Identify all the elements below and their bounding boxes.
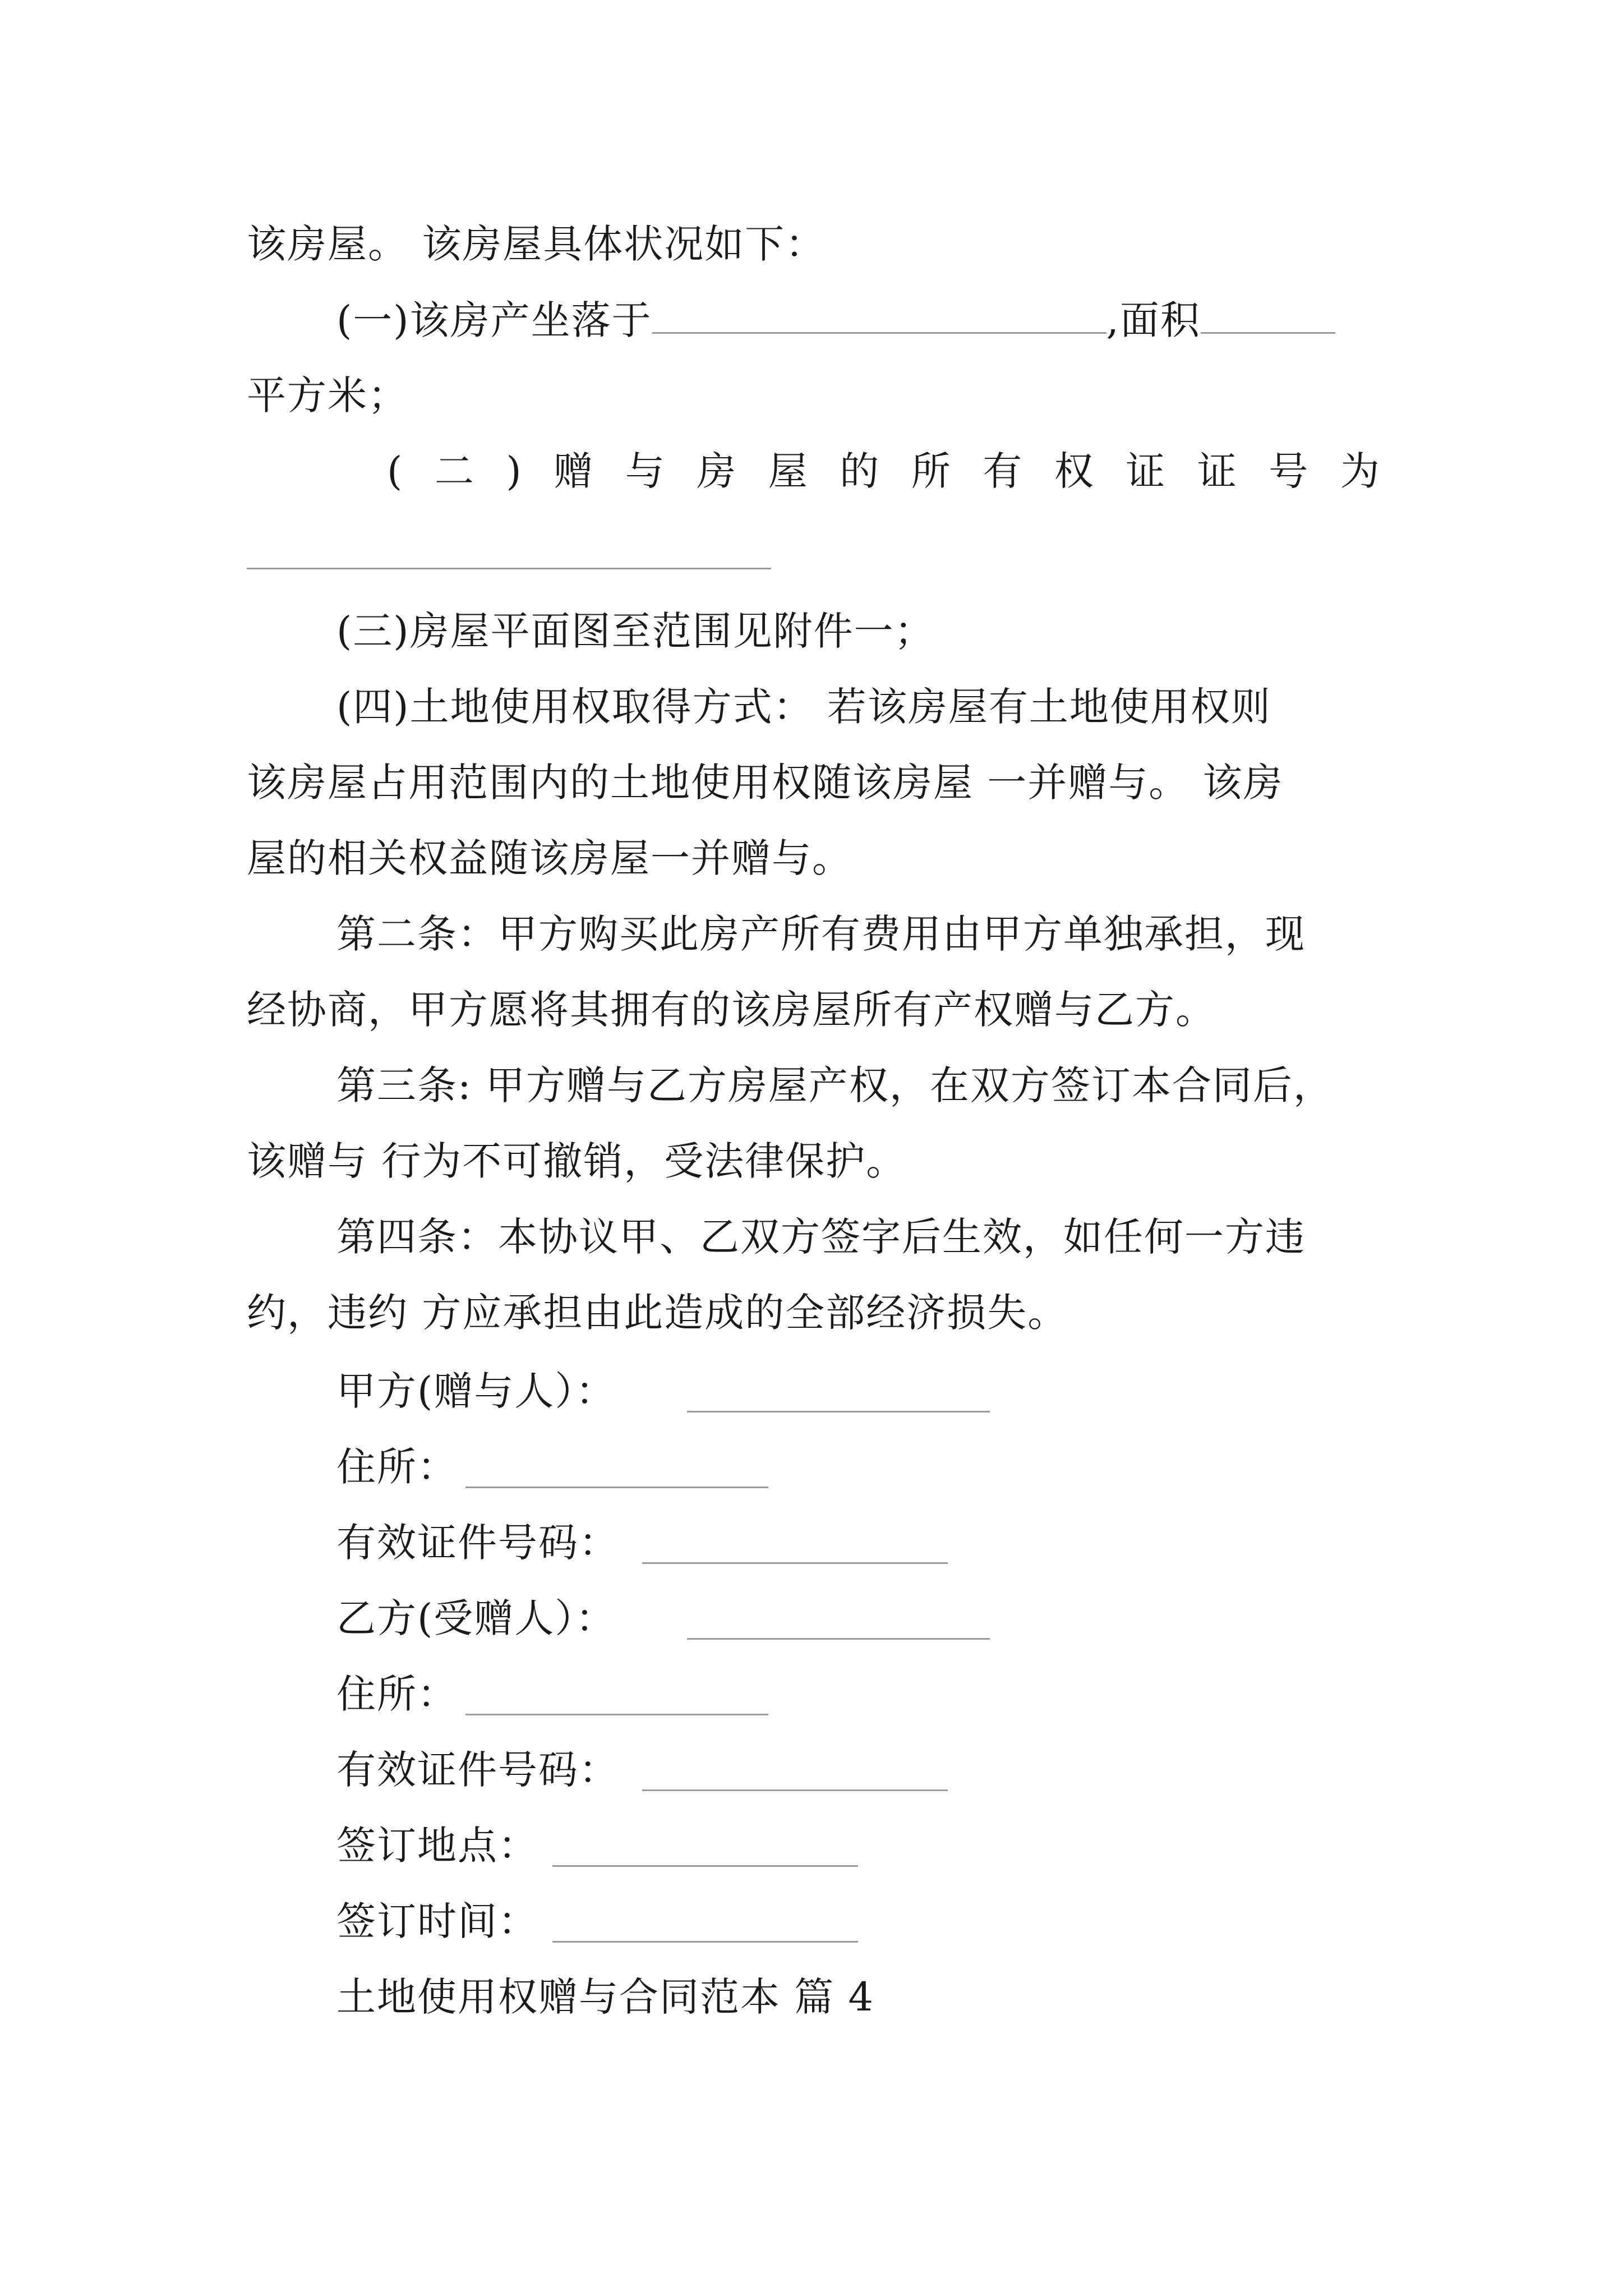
article-4-line: 约，违约 方应承担由此造成的全部经济损失。 [247, 1290, 1068, 1336]
char: 所 [911, 448, 951, 494]
article-3-line: 该赠与 行为不可撤销，受法律保护。 [247, 1138, 907, 1184]
paragraph-line: (四)土地使用权取得方式： 若该房屋有土地使用权则 [336, 684, 1271, 730]
paragraph-line: (三)房屋平面图至范围见附件一； [336, 608, 935, 654]
party-a-address-label: 住所： [336, 1444, 458, 1490]
paragraph-line: 该房屋。 该房屋具体状况如下： [247, 221, 826, 267]
char: 权 [1054, 448, 1094, 494]
char: 为 [1340, 448, 1380, 494]
sign-time-blank[interactable] [552, 1941, 858, 1943]
party-b-id-blank[interactable] [642, 1789, 948, 1791]
location-blank[interactable] [652, 292, 1106, 334]
party-b-blank[interactable] [687, 1638, 990, 1640]
char: 与 [625, 448, 665, 494]
char: 号 [1269, 448, 1308, 494]
paragraph-line: 平方米； [247, 372, 408, 418]
char: 有 [983, 448, 1022, 494]
party-a-address-blank[interactable] [465, 1487, 768, 1488]
paragraph-line: 该房屋占用范围内的土地使用权随该房屋 一并赠与。 该房 [247, 760, 1284, 806]
char: 赠 [554, 448, 593, 494]
party-b-label: 乙方(受赠人）： [336, 1595, 616, 1641]
paragraph-line: 屋的相关权益随该房屋一并赠与。 [247, 835, 852, 881]
area-blank[interactable] [1201, 292, 1335, 334]
char: ( [387, 448, 403, 494]
certificate-number-line [387, 443, 1380, 499]
party-a-label: 甲方(赠与人）： [336, 1368, 616, 1414]
party-a-id-label: 有效证件号码： [336, 1520, 619, 1566]
char: 证 [1126, 448, 1165, 494]
char: ) [506, 448, 522, 494]
party-b-address-blank[interactable] [465, 1714, 768, 1715]
char: 房 [697, 448, 736, 494]
location-line [336, 292, 1335, 348]
char: 证 [1197, 448, 1237, 494]
char: 二 [434, 448, 474, 494]
area-label: ,面积 [1106, 297, 1201, 343]
sign-time-label: 签订时间： [336, 1898, 538, 1944]
article-2-line: 第二条：甲方购买此房产所有费用由甲方单独承担，现 [336, 911, 1306, 957]
char: 的 [840, 448, 879, 494]
article-4-line: 第四条：本协议甲、乙双方签字后生效，如任何一方违 [336, 1214, 1306, 1260]
certificate-number-blank[interactable] [247, 568, 771, 569]
location-label: (一)该房产坐落于 [336, 297, 652, 343]
party-b-address-label: 住所： [336, 1671, 458, 1717]
char: 屋 [768, 448, 808, 494]
article-2-line: 经协商，甲方愿将其拥有的该房屋所有产权赠与乙方。 [247, 987, 1216, 1033]
party-a-blank[interactable] [687, 1411, 990, 1412]
next-section-title: 土地使用权赠与合同范本 篇 4 [336, 1974, 875, 2020]
party-a-id-blank[interactable] [642, 1562, 948, 1564]
sign-place-blank[interactable] [552, 1865, 858, 1867]
party-b-id-label: 有效证件号码： [336, 1747, 619, 1793]
article-3-line: 第三条: 甲方赠与乙方房屋产权，在双方签订本合同后， [336, 1062, 1334, 1108]
sign-place-label: 签订地点： [336, 1823, 538, 1869]
